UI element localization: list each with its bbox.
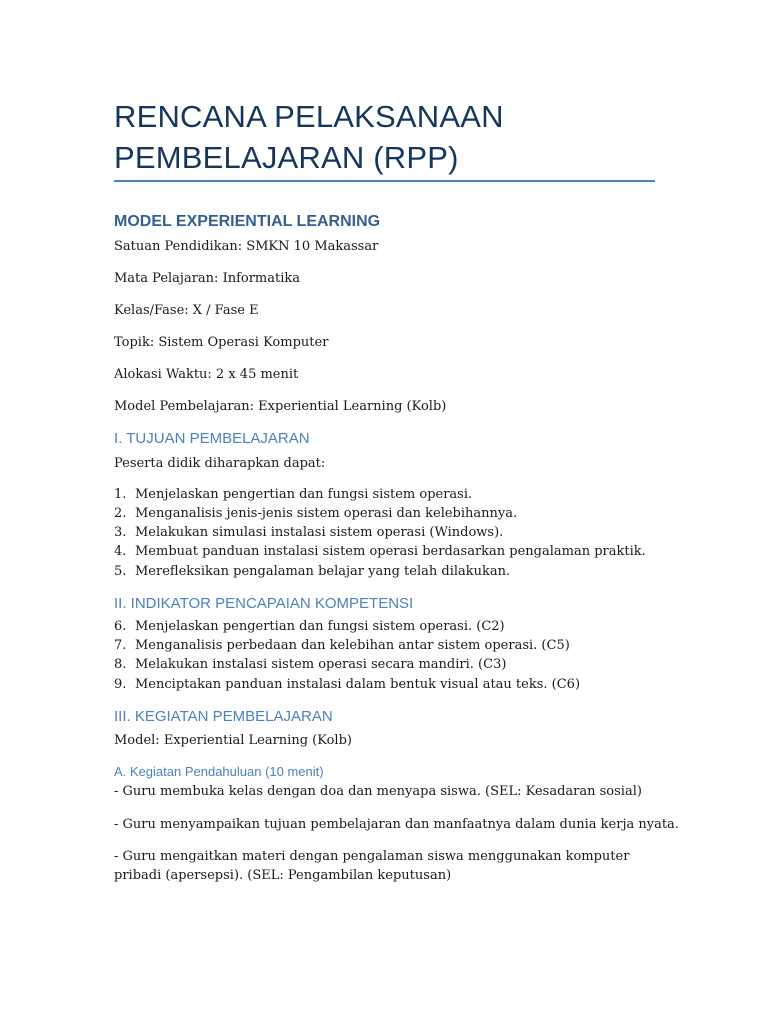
identity-time: Alokasi Waktu: 2 x 45 menit <box>114 367 299 382</box>
identity-subject: Mata Pelajaran: Informatika <box>114 271 301 286</box>
identity-school: Satuan Pendidikan: SMKN 10 Makassar <box>114 239 379 254</box>
list-number: 5. <box>114 564 127 579</box>
document-title <box>114 96 655 178</box>
title-underline <box>114 180 655 182</box>
identity-class: Kelas/Fase: X / Fase E <box>114 303 259 318</box>
title-line-1: RENCANA PELAKSANAAN <box>114 99 504 134</box>
activity-paragraph: - Guru membuka kelas dengan doa dan menyapa siswa. (SEL: Kesadaran sosial) <box>114 784 642 799</box>
list-number: 6. <box>114 619 127 634</box>
section-2-heading: II. INDIKATOR PENCAPAIAN KOMPETENSI <box>114 595 414 612</box>
list-text: Membuat panduan instalasi sistem operasi berdasarkan pengalaman praktik. <box>135 544 646 559</box>
list-text: Menjelaskan pengertian dan fungsi sistem operasi. (C2) <box>135 619 505 634</box>
activity-paragraph: - Guru menyampaikan tujuan pembelajaran dan manfaatnya dalam dunia kerja nyata. <box>114 817 679 832</box>
identity-model: Model Pembelajaran: Experiential Learning (Kolb) <box>114 399 447 414</box>
list-number: 8. <box>114 657 127 672</box>
list-number: 4. <box>114 544 127 559</box>
title-line-2: PEMBELAJARAN (RPP) <box>114 140 459 175</box>
section-1-heading: I. TUJUAN PEMBELAJARAN <box>114 430 310 447</box>
list-number: 1. <box>114 487 127 502</box>
section-3-model: Model: Experiential Learning (Kolb) <box>114 733 352 748</box>
section-3-heading: III. KEGIATAN PEMBELAJARAN <box>114 708 333 725</box>
list-number: 2. <box>114 506 127 521</box>
section-1-intro: Peserta didik diharapkan dapat: <box>114 456 326 471</box>
list-text: Melakukan instalasi sistem operasi secara mandiri. (C3) <box>135 657 507 672</box>
list-number: 3. <box>114 525 127 540</box>
list-text: Melakukan simulasi instalasi sistem operasi (Windows). <box>135 525 504 540</box>
identity-topic: Topik: Sistem Operasi Komputer <box>114 335 329 350</box>
list-number: 7. <box>114 638 127 653</box>
list-text: Merefleksikan pengalaman belajar yang telah dilakukan. <box>135 564 511 579</box>
list-text: Menciptakan panduan instalasi dalam bentuk visual atau teks. (C6) <box>135 677 581 692</box>
subsection-a-heading: A. Kegiatan Pendahuluan (10 menit) <box>114 764 324 779</box>
list-text: Menjelaskan pengertian dan fungsi sistem operasi. <box>135 487 473 502</box>
list-text: Menganalisis perbedaan dan kelebihan antar sistem operasi. (C5) <box>135 638 570 653</box>
list-number: 9. <box>114 677 127 692</box>
list-text: Menganalisis jenis-jenis sistem operasi dan kelebihannya. <box>135 506 518 521</box>
model-heading: MODEL EXPERIENTIAL LEARNING <box>114 213 381 230</box>
activity-paragraph: - Guru mengaitkan materi dengan pengalaman siswa menggunakan komputer pribadi (apersepsi). (SEL: Pengambilan keputusan) <box>114 849 630 883</box>
